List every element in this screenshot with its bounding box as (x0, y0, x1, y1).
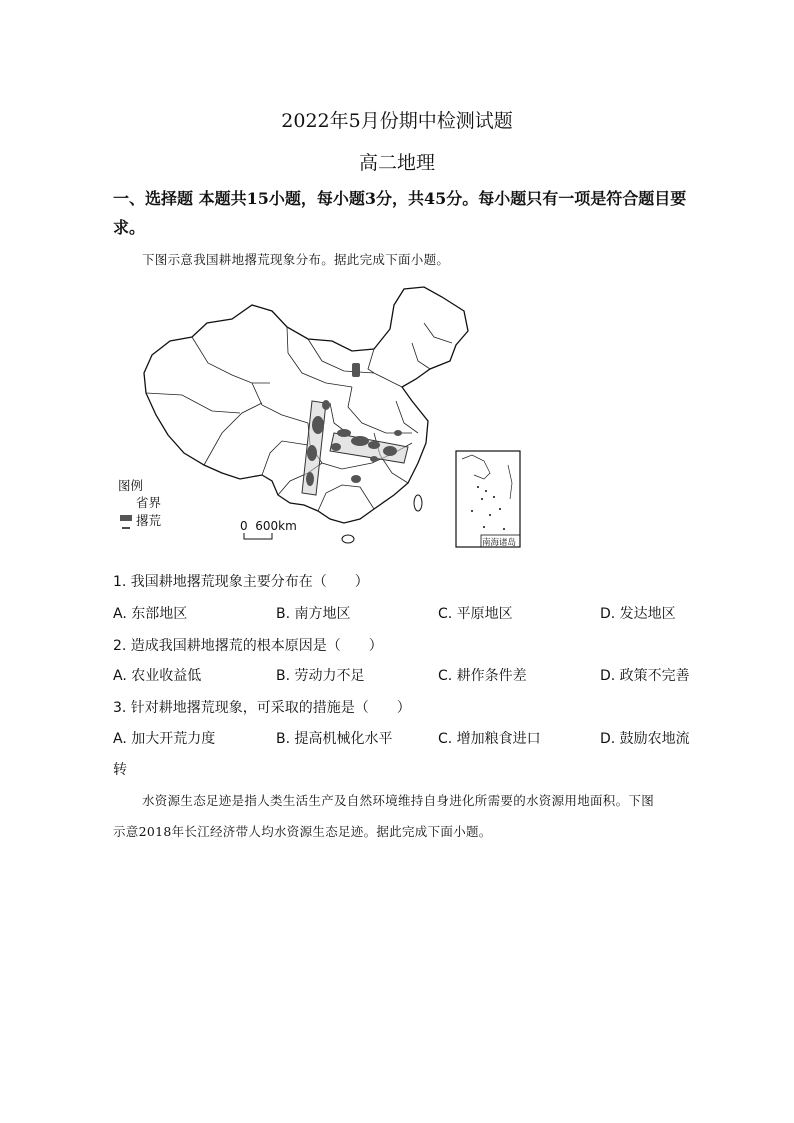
legend-abandoned-symbol (120, 515, 132, 521)
taiwan-island (414, 495, 422, 511)
q1-option-d: D. 发达地区 (600, 606, 676, 622)
q1-option-a: A. 东部地区 (113, 606, 188, 622)
province-borders (146, 323, 452, 511)
china-abandoned-farmland-map (112, 283, 532, 549)
scale-bar (244, 533, 272, 539)
legend-title: 图例 (118, 478, 144, 493)
hainan-island (342, 535, 354, 543)
legend-abandoned-label: 撂荒 (136, 513, 162, 528)
q2-option-d: D. 政策不完善 (600, 668, 690, 684)
inset-label: 南海诸岛 (482, 538, 517, 548)
page-subtitle: 高二地理 (358, 152, 435, 174)
question-2: 2. 造成我国耕地撂荒的根本原因是（ ） (113, 638, 383, 654)
inset-frame (456, 451, 520, 547)
abandoned-patches (306, 363, 402, 486)
q3-option-c: C. 增加粮食进口 (438, 731, 541, 747)
q2-option-c: C. 耕作条件差 (438, 668, 527, 684)
scale-label: 0 600km (240, 519, 297, 533)
intro-text-2-line2: 示意2018年长江经济带人均水资源生态足迹。据此完成下面小题。 (113, 824, 492, 839)
intro-text-2-line1: 水资源生态足迹是指人类生活生产及自然环境维持自身进化所需要的水资源用地面积。下图 (142, 793, 655, 808)
q2-option-a: A. 农业收益低 (113, 668, 202, 684)
q3-option-d: D. 鼓励农地流 (600, 731, 690, 747)
legend-border-label: 省界 (136, 495, 162, 510)
q3-option-a: A. 加大开荒力度 (113, 731, 216, 747)
q3-option-b: B. 提高机械化水平 (276, 731, 393, 747)
question-3: 3. 针对耕地撂荒现象，可采取的措施是（ ） (113, 700, 411, 716)
page-title: 2022年5月份期中检测试题 (281, 110, 513, 132)
section-heading-line1: 一、选择题 本题共15小题，每小题3分，共45分。每小题只有一项是符合题目要 (113, 189, 687, 208)
intro-text-1: 下图示意我国耕地撂荒现象分布。据此完成下面小题。 (142, 252, 450, 267)
q3-option-d-wrap: 转 (113, 762, 127, 778)
q2-option-b: B. 劳动力不足 (276, 668, 365, 684)
q1-option-b: B. 南方地区 (276, 606, 351, 622)
question-1: 1. 我国耕地撂荒现象主要分布在（ ） (113, 574, 369, 590)
q1-option-c: C. 平原地区 (438, 606, 513, 622)
map-svg (112, 283, 532, 549)
section-heading-line2: 求。 (113, 218, 146, 237)
